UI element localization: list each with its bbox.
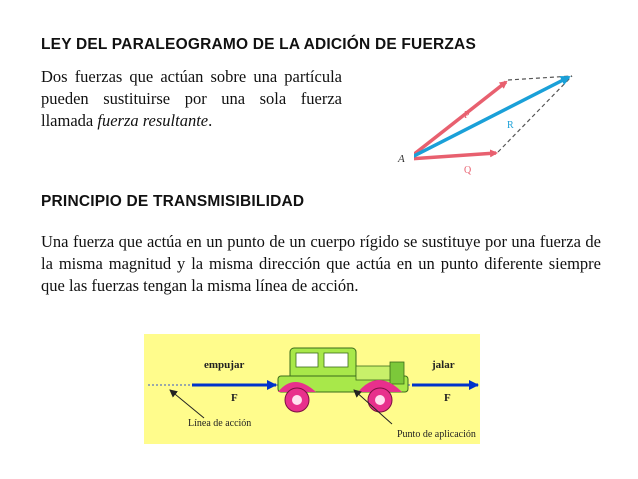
label-r: R xyxy=(507,120,514,131)
force-q-arrow xyxy=(414,153,496,159)
parallelogram-law-paragraph xyxy=(41,66,342,132)
section-heading-transmissibility: PRINCIPIO DE TRANSMISIBILIDAD xyxy=(41,193,305,210)
label-p: P xyxy=(464,110,470,121)
label-line-of-action: Línea de acción xyxy=(188,418,252,429)
force-r-arrow xyxy=(414,77,569,159)
label-force-right: F xyxy=(444,392,451,404)
transmissibility-paragraph: Una fuerza que actúa en un punto de un cuerpo rígido se sustituye por una fuerza de la misma magnitud y la misma dirección que actúa en un punto diferente siempre que las fuerzas tengan la misma línea de acción. xyxy=(41,232,601,295)
label-q: Q xyxy=(464,165,472,176)
label-a: A xyxy=(398,153,405,165)
paragraph-text: Dos fuerzas que actúan sobre una partícula pueden sustituirse por una sola fuerza llamada xyxy=(41,67,342,130)
paragraph-end: . xyxy=(208,111,213,130)
dashed-side-right xyxy=(498,76,572,152)
parallelogram-diagram xyxy=(414,66,584,178)
label-push: empujar xyxy=(204,359,245,371)
label-pull: jalar xyxy=(432,359,455,371)
section-heading-parallelogram-law: LEY DEL PARALEOGRAMO DE LA ADICIÓN DE FUERZAS xyxy=(41,36,476,53)
emphasis-resultant-force: fuerza resultante xyxy=(97,111,209,130)
car-transmissibility-figure xyxy=(144,334,480,444)
label-application-point: Punto de aplicación xyxy=(397,429,476,440)
label-force-left: F xyxy=(231,392,238,404)
